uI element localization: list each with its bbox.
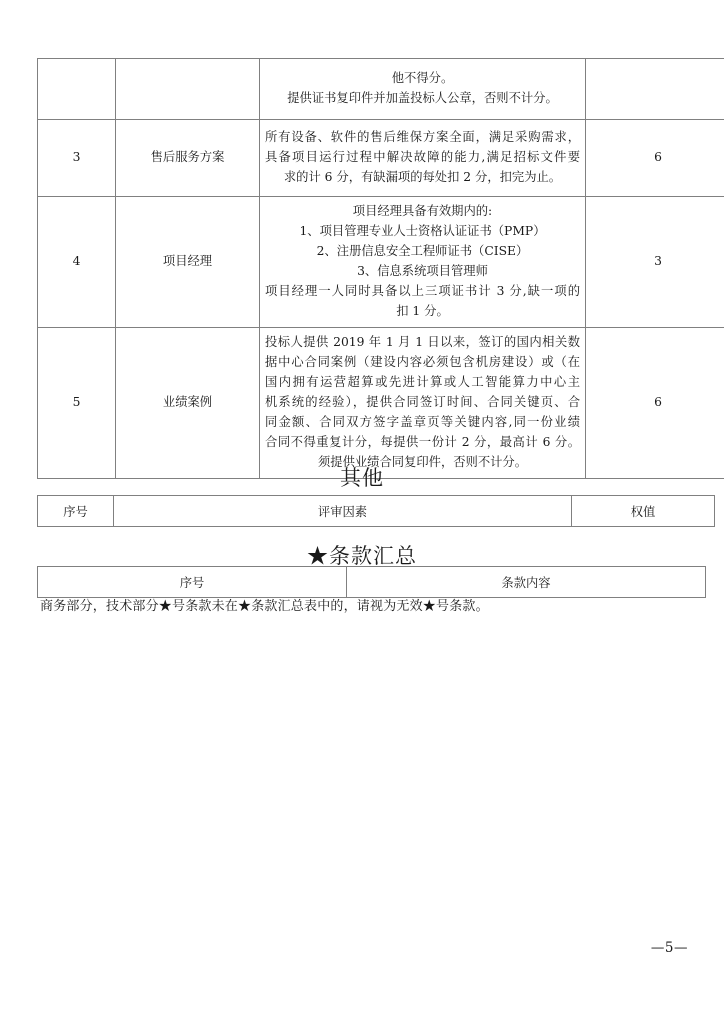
other-criteria-table [37, 495, 715, 527]
section-heading-clause-summary: ★条款汇总 [307, 544, 417, 568]
cell-criteria-description [260, 59, 586, 120]
criteria-line: 2、注册信息安全工程师证书（CISE） [316, 244, 529, 259]
cell-factor-name: 业绩案例 [116, 328, 260, 479]
cell-criteria-description [260, 120, 586, 197]
criteria-line: 国内拥有运营超算或先进计算或人工智能算力中心主 [265, 375, 580, 390]
criteria-line: 所有设备、软件的售后维保方案全面，满足采购需求， [265, 130, 580, 145]
cell-factor-name: 项目经理 [116, 197, 260, 328]
criteria-line: 合同不得重复计分，每提供一份计 2 分，最高计 6 分。 [265, 434, 580, 449]
table-row [38, 120, 724, 197]
cell-criteria-description [260, 197, 586, 328]
header-serial-number: 序号 [38, 567, 347, 598]
criteria-line: 提供证书复印件并加盖投标人公章，否则不计分。 [287, 91, 558, 105]
table-row [38, 197, 724, 328]
criteria-line: 须提供业绩合同复印件，否则不计分。 [317, 454, 528, 469]
cell-criteria-description [260, 328, 586, 479]
criteria-line: 3、信息系统项目管理师 [357, 264, 488, 278]
criteria-line: 项目经理一人同时具备以上三项证书计 3 分,缺一项的 [265, 283, 580, 298]
criteria-line: 求的计 6 分，有缺漏项的每处扣 2 分，扣完为止。 [283, 169, 562, 184]
cell-factor-name [116, 59, 260, 120]
clause-summary-footnote: 商务部分，技术部分★号条款未在★条款汇总表中的，请视为无效★号条款。 [40, 599, 489, 614]
header-evaluation-factor: 评审因素 [114, 496, 572, 527]
table-header-row [38, 567, 706, 598]
evaluation-criteria-table [37, 58, 724, 479]
clause-summary-table [37, 566, 706, 598]
cell-serial-number: 4 [38, 197, 116, 328]
cell-weight [586, 59, 724, 120]
criteria-line: 据中心合同案例（建设内容必须包含机房建设）或（在 [265, 355, 580, 370]
page-number: —5— [650, 940, 688, 956]
table-row-continued [38, 59, 724, 120]
cell-weight: 6 [586, 328, 724, 479]
table-row [38, 328, 724, 479]
criteria-line: 机系统的经验），提供合同签订时间、合同关键页、合 [265, 395, 580, 410]
cell-serial-number: 3 [38, 120, 116, 197]
header-serial-number: 序号 [38, 496, 114, 527]
section-heading-other: 其他 [340, 466, 384, 490]
cell-weight: 3 [586, 197, 724, 328]
criteria-line: 同金额、合同双方签字盖章页等关键内容,同一份业绩 [265, 414, 580, 429]
cell-weight: 6 [586, 120, 724, 197]
criteria-line: 他不得分。 [391, 71, 454, 86]
criteria-line: 项目经理具备有效期内的: [352, 204, 493, 219]
table-header-row [38, 496, 715, 527]
criteria-line: 1、项目管理专业人士资格认证证书（PMP） [299, 224, 546, 239]
criteria-line: 投标人提供 2019 年 1 月 1 日以来，签订的国内相关数 [265, 335, 580, 350]
cell-serial-number: 5 [38, 328, 116, 479]
cell-factor-name: 售后服务方案 [116, 120, 260, 197]
criteria-line: 具备项目运行过程中解决故障的能力,满足招标文件要 [265, 150, 580, 165]
header-weight: 权值 [572, 496, 715, 527]
header-clause-content: 条款内容 [347, 567, 706, 598]
cell-serial-number [38, 59, 116, 120]
criteria-line: 扣 1 分。 [396, 303, 449, 318]
